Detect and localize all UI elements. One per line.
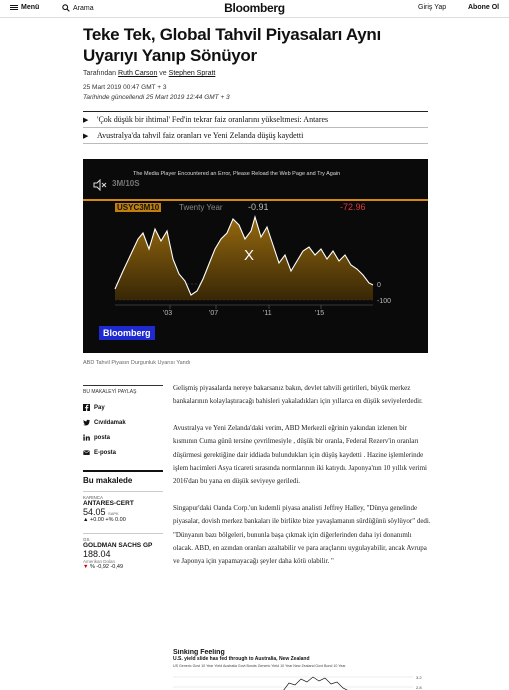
embedded-chart-title: Sinking Feeling — [173, 649, 225, 656]
y-tick-label: 3.2 — [416, 675, 422, 680]
embedded-chart-plot — [173, 673, 431, 690]
search-label: Arama — [73, 4, 94, 12]
chart-symbol: USYC3M10 — [117, 203, 160, 212]
play-arrow-icon: ▶ — [83, 115, 89, 124]
share-label: E-posta — [94, 449, 117, 456]
x-tick-label: '11 — [263, 310, 272, 317]
x-tick-label: '03 — [163, 310, 173, 317]
byline — [83, 70, 215, 77]
search-button[interactable] — [62, 4, 94, 12]
chart-ticker: 3M/10S — [112, 179, 140, 188]
related-item-label: Avustralya'da tahvil faiz oranları ve Yeni Zelanda düşüş kaydetti — [97, 131, 304, 140]
in-this-article-header: Bu makalede — [83, 470, 163, 485]
share-facebook[interactable] — [83, 400, 163, 415]
y-tick-label: 2.8 — [416, 685, 422, 690]
subscribe-link[interactable]: Abone Ol — [468, 4, 500, 11]
sidebar — [83, 385, 163, 574]
updated-value: 25 Mart 2019 12:44 GMT + 3 — [146, 94, 230, 101]
y-tick-label: -100 — [377, 298, 392, 305]
updated-label: Tarihinde güncellendi — [83, 94, 145, 101]
byline-and: ve — [159, 70, 167, 77]
updated-date — [83, 94, 230, 101]
search-icon — [62, 4, 70, 12]
close-icon[interactable]: X — [244, 247, 255, 264]
share-label: Pay — [94, 404, 105, 411]
email-icon — [83, 449, 90, 456]
stock-change-value: +0.00 +% 0.00 — [89, 517, 126, 523]
stock-card[interactable] — [83, 491, 163, 527]
stock-price: 188.04 — [83, 549, 111, 559]
menu-label: Menü — [21, 4, 40, 11]
down-arrow-icon: ▼ — [83, 564, 89, 570]
embedded-chart — [173, 649, 431, 690]
stock-exchange: GS — [83, 537, 90, 542]
twitter-icon — [83, 419, 90, 426]
byline-prefix: Tarafından — [83, 70, 117, 77]
share-header: BU MAKALEYİ PAYLAŞ — [83, 385, 163, 395]
stock-price: 54.05 — [83, 507, 106, 517]
article-body — [173, 382, 431, 582]
article-title: Teke Tek, Global Tahvil Piyasaları Aynı Uyarıyı Yanıp Sönüyor — [83, 25, 381, 65]
bloomberg-logo[interactable]: Bloomberg — [224, 1, 285, 15]
stock-name: ANTARES-CERT — [83, 500, 134, 507]
play-arrow-icon: ▶ — [83, 131, 89, 140]
share-linkedin[interactable] — [83, 430, 163, 445]
bloomberg-video-logo: Bloomberg — [99, 326, 155, 340]
video-caption: ABD Tahvil Piyasın Durgunluk Uyarısı Yandı — [83, 360, 191, 366]
player-error-message: The Media Player Encountered an Error, Please Reload the Web Page and Try Again — [133, 171, 341, 177]
video-chart — [83, 159, 428, 353]
related-links — [83, 111, 428, 144]
login-link[interactable]: Giriş Yap — [418, 4, 447, 11]
y-tick-label: 0 — [377, 282, 381, 289]
author-link-2[interactable]: Stephen Spratt — [168, 70, 216, 77]
stock-change — [83, 564, 163, 570]
related-item[interactable] — [83, 128, 428, 144]
related-item[interactable] — [83, 112, 428, 128]
x-tick-label: '15 — [315, 310, 325, 317]
up-arrow-icon: ▲ — [83, 517, 89, 523]
share-label: posta — [94, 434, 111, 441]
stock-currency: Amerikan Doları — [83, 559, 116, 564]
stock-change — [83, 517, 163, 523]
stock-currency: SAPK — [108, 511, 119, 516]
stock-change-value: % -0,92 -0,49 — [89, 564, 124, 570]
x-tick-label: '07 — [209, 310, 219, 317]
embedded-chart-subtitle: U.S. yield slide has fed through to Australia, New Zealand — [173, 656, 310, 662]
share-twitter[interactable] — [83, 415, 163, 430]
facebook-icon — [83, 404, 90, 411]
menu-button[interactable] — [10, 4, 39, 11]
chart-change: -72.96 — [340, 202, 366, 212]
stock-card[interactable] — [83, 533, 163, 574]
stock-price-row — [83, 507, 163, 517]
published-date: 25 Mart 2019 00:47 GMT + 3 — [83, 84, 167, 91]
share-label: Cıvıldamak — [94, 419, 126, 426]
stock-name: GOLDMAN SACHS GP — [83, 542, 153, 549]
related-item-label: 'Çok düşük bir ihtimal' Fed'in tekrar faiz oranlarını yükseltmesi: Antares — [97, 115, 329, 124]
body-paragraph: Gelişmiş piyasalarda nereye bakarsanız bakın, devlet tahvili getirileri, büyük merkez bankalarının kolaylaştıracağı bahisleri yakaladıkları için yıllarca en düşük seviyelerdedir. — [173, 384, 423, 406]
embedded-chart-legend: US Generic Govt 10 Year Yield Australia Govt Bonds Generic Yield 10 Year New Zealand Govt Bond 10 Year — [173, 664, 346, 668]
hamburger-icon — [10, 5, 18, 11]
author-link-1[interactable]: Ruth Carson — [118, 70, 158, 77]
body-paragraph: Singapur'daki Oanda Corp.'un kıdemli piyasa analisti Jeffrey Halley, "Dünya genelinde piyasalar, dovish merkez bankaları ile birlikte bize yavaşlamanın sürdüğünü söylüyor" dedi. "Dünyanın bazı bölgeleri, bununla başa çıkmak için diğerlerinden daha iyi donanımlı olacak. ABD, en azından oranları azaltabilir ve para araçlarını uygulayabilir, ancak Avrupa ve Japonya için yapamayacağı şeyler daha kötü olabilir. " — [173, 503, 431, 566]
linkedin-icon — [83, 434, 90, 441]
share-email[interactable] — [83, 445, 163, 460]
chart-value: -0.91 — [248, 202, 269, 212]
body-paragraph: Avustralya ve Yeni Zelanda'daki verim, ABD Merkezli eğrinin yakından izlenen bir kısmının Cuma günü tersine çevrilmesiyle , düşük bir oranla, Federal Rezerv'in oranları düşürmesi gerektiğine dair iddiada bulundukları için düşüş kaydetti . Hazine işlemlerinde işlem hacimleri Asya ticareti sırasında normlarının iki katıydı. Japonya'nın 10 yıllık verimi 2016'dan bu yana en düşük seviyeye geriledi. — [173, 423, 427, 486]
stock-exchange: KARINCA — [83, 495, 104, 500]
chart-tenor: Twenty Year — [179, 203, 223, 212]
top-nav — [0, 0, 509, 18]
video-player[interactable] — [83, 159, 428, 353]
